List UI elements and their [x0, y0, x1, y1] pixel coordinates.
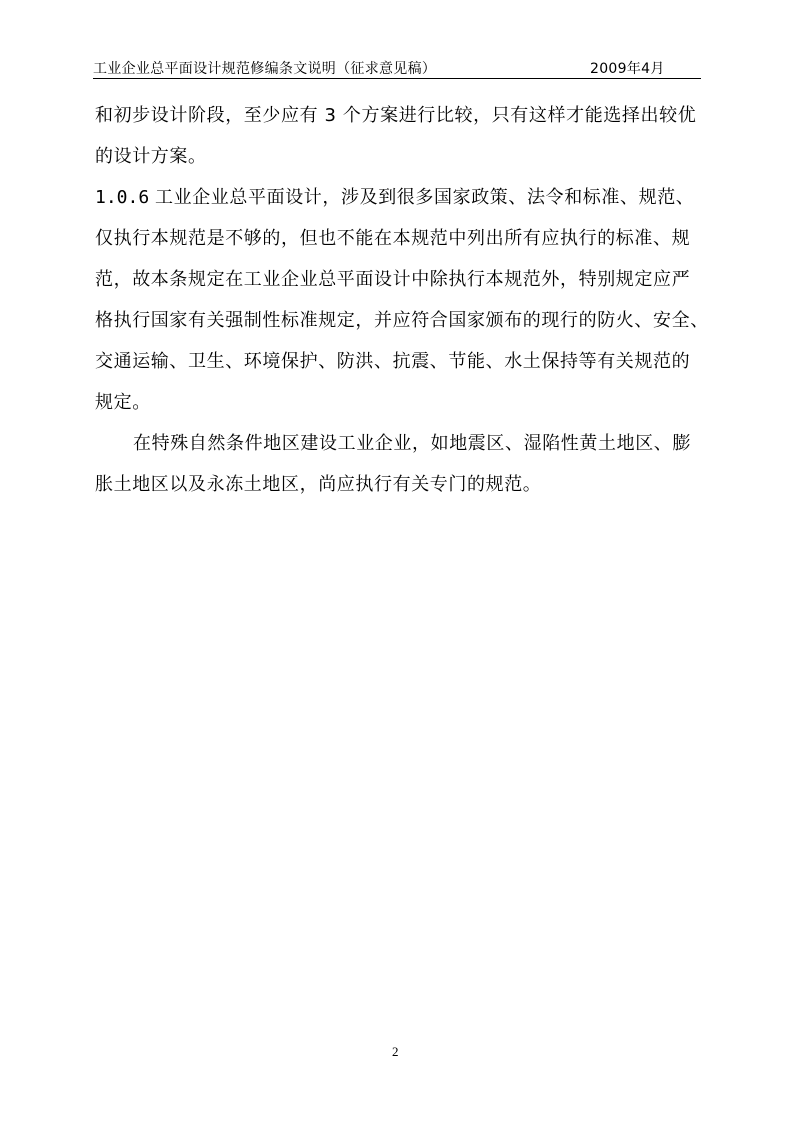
document-title: 工业企业总平面设计规范修编条文说明（征求意见稿） [93, 61, 437, 77]
clause-first-line [95, 180, 703, 216]
text-line: 胀土地区以及永冻土地区，尚应执行有关专门的规范。 [95, 474, 542, 495]
clause-text: 工业企业总平面设计，涉及到很多国家政策、法令和标准、规范、 [155, 187, 695, 208]
text-line: 格执行国家有关强制性标准规定，并应符合国家颁布的现行的防火、安全、 [95, 310, 709, 331]
clause-number: 1.0.6 [95, 187, 150, 208]
text-line: 交通运输、卫生、环境保护、防洪、抗震、节能、水土保持等有关规范的 [95, 351, 691, 372]
document-date: 2009年4月 [590, 61, 665, 77]
document-body [95, 98, 709, 508]
text-line: 范，故本条规定在工业企业总平面设计中除执行本规范外，特别规定应严 [95, 269, 691, 290]
text-line: 规定。 [95, 392, 151, 413]
paragraph-text: 在特殊自然条件地区建设工业企业，如地震区、湿陷性黄土地区、膨 [133, 433, 691, 454]
paragraph-first-line [95, 426, 703, 462]
text-line: 仅执行本规范是不够的，但也不能在本规范中列出所有应执行的标准、规 [95, 228, 691, 249]
text-line: 和初步设计阶段，至少应有 3 个方案进行比较，只有这样才能选择出较优 [95, 105, 697, 126]
page-header [93, 58, 701, 79]
text-line: 的设计方案。 [95, 146, 207, 167]
page-number: 2 [392, 1044, 399, 1059]
